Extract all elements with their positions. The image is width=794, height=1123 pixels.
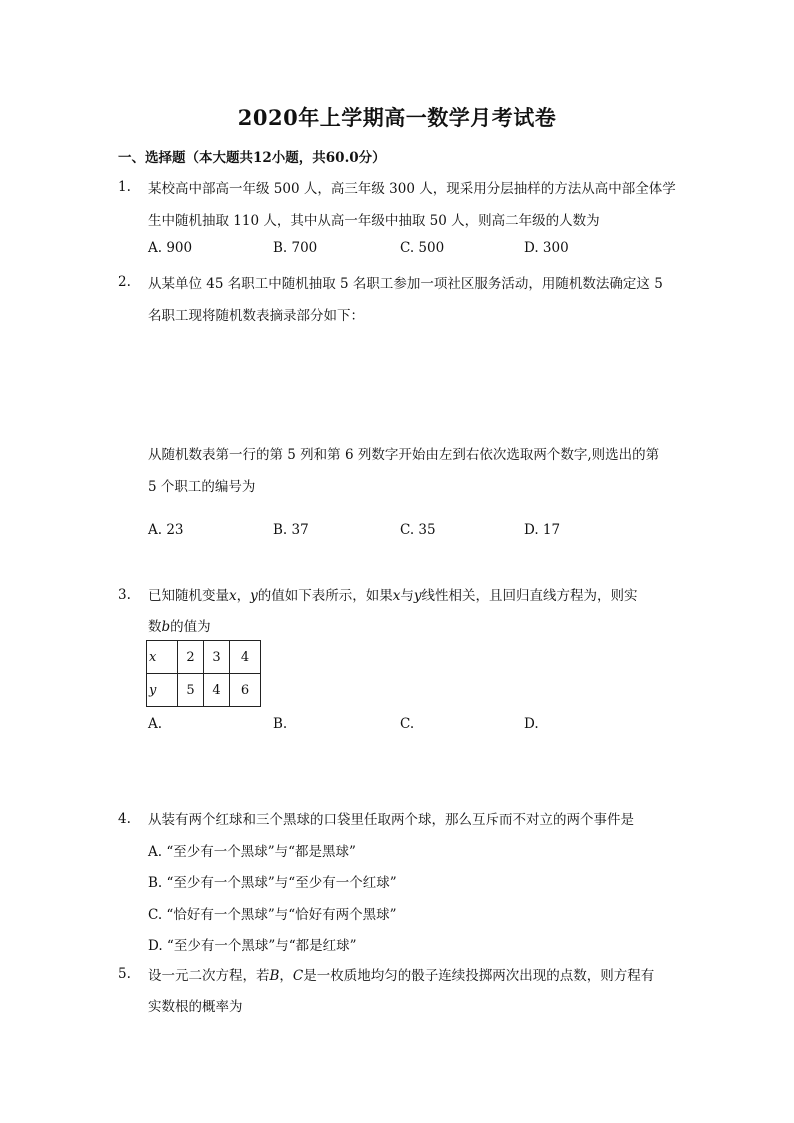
option-b: B. [273,716,288,732]
question-text: 数b的值为 [148,619,211,635]
question-text: 实数根的概率为 [148,999,243,1015]
question-number: 3. [118,587,131,603]
option-c: C. “恰好有一个黑球”与“恰好有两个黑球” [148,907,397,923]
table-row [147,641,261,674]
option-a: A. [148,716,163,732]
question-number: 5. [118,966,131,982]
table-cell: 6 [230,674,261,707]
table-cell: 4 [204,674,230,707]
question-text: 名职工现将随机数表摘录部分如下： [148,308,364,324]
question-number: 2. [118,274,131,290]
option-c: C. 500 [400,240,445,256]
question-text: 已知随机变量x，y的值如下表所示，如果x与y线性相关，且回归直线方程为，则实 [148,588,638,604]
question-text: 生中随机抽取 110 人，其中从高一年级中抽取 50 人，则高二年级的人数为 [148,213,600,229]
value-table [146,640,261,707]
option-c: C. 35 [400,522,436,538]
option-b: B. 700 [273,240,318,256]
table-cell: 4 [230,641,261,674]
table-row-header: x [147,641,178,674]
option-c: C. [400,716,415,732]
question-text: 从装有两个红球和三个黑球的口袋里任取两个球，那么互斥而不对立的两个事件是 [148,812,634,828]
exam-title: 2020年上学期高一数学月考试卷 [237,105,557,130]
question-text: 从随机数表第一行的第 5 列和第 6 列数字开始由左到右依次选取两个数字,则选出的第 [148,447,660,463]
option-a: A. “至少有一个黑球”与“都是黑球” [148,844,356,860]
table-row [147,674,261,707]
question-text: 5 个职工的编号为 [148,479,256,495]
table-cell: 3 [204,641,230,674]
option-a: A. 23 [148,522,184,538]
question-text: 某校高中部高一年级 500 人，高三年级 300 人，现采用分层抽样的方法从高中部全体学 [148,181,676,197]
option-d: D. 300 [524,240,569,256]
section-heading: 一、选择题（本大题共12小题，共60.0分） [118,150,386,166]
table-row-header: y [147,674,178,707]
question-number: 1. [118,179,131,195]
option-d: D. 17 [524,522,561,538]
question-number: 4. [118,811,131,827]
table-cell: 2 [178,641,204,674]
option-b: B. “至少有一个黑球”与“至少有一个红球” [148,875,397,891]
question-text: 设一元二次方程，若B，C是一枚质地均匀的骰子连续投掷两次出现的点数，则方程有 [148,968,655,984]
option-a: A. 900 [148,240,193,256]
option-d: D. [524,716,539,732]
option-d: D. “至少有一个黑球”与“都是红球” [148,938,357,954]
question-text: 从某单位 45 名职工中随机抽取 5 名职工参加一项社区服务活动，用随机数法确定这 5 [148,276,663,292]
option-b: B. 37 [273,522,309,538]
table-cell: 5 [178,674,204,707]
